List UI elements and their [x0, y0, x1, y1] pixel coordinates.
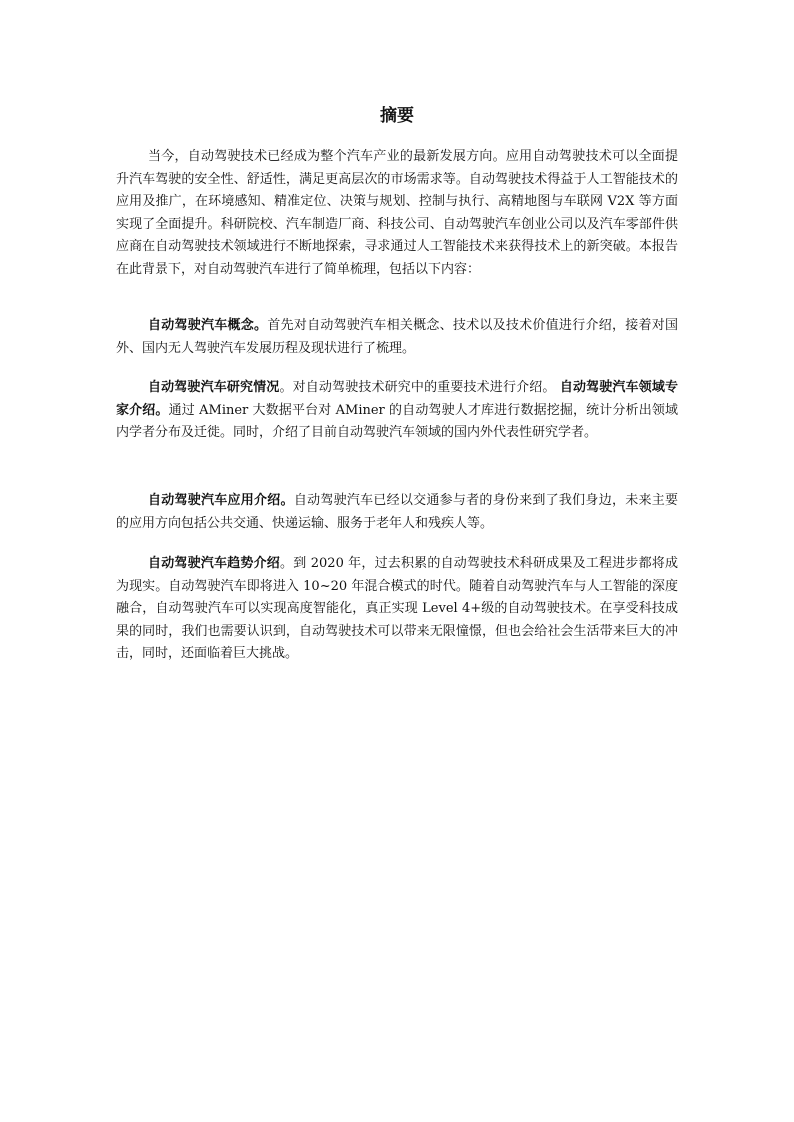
- intro-paragraph: 当今，自动驾驶技术已经成为整个汽车产业的最新发展方向。应用自动驾驶技术可以全面提升汽车驾驶的安全性、舒适性，满足更高层次的市场需求等。自动驾驶技术得益于人工智能技术的应用及推广，在环境感知、精准定位、决策与规划、控制与执行、高精地图与车联网 V2X 等方面实现了全面提升。科研院校、汽车制造厂商、科技公司、自动驾驶汽车创业公司以及汽车零部件供应商在自动驾驶技术领域进行不断地探索，寻求通过人工智能技术来获得技术上的新突破。本报告在此背景下，对自动驾驶汽车进行了简单梳理，包括以下内容：: [116, 149, 678, 277]
- section-heading: 自动驾驶汽车趋势介绍: [148, 556, 281, 571]
- page-title: 摘要: [380, 106, 414, 126]
- section-heading: 自动驾驶汽车应用介绍。: [148, 493, 294, 508]
- section-trend: [116, 553, 678, 666]
- section-application: [116, 490, 678, 535]
- section-research: [116, 377, 678, 445]
- section-text: 。到 2020 年，过去积累的自动驾驶技术科研成果及工程进步都将成为现实。自动驾驶汽车即将进入 10~20 年混合模式的时代。随着自动驾驶汽车与人工智能的深度融合，自动驾驶汽车可以实现高度智能化，真正实现 Level 4+级的自动驾驶技术。在享受科技成果的同时，我们也需要认识到，自动驾驶技术可以带来无限憧憬，但也会给社会生活带来巨大的冲击，同时，还面临着巨大挑战。: [116, 556, 678, 662]
- section-heading: 自动驾驶汽车领域专家介绍。: [116, 380, 678, 418]
- section-heading: 自动驾驶汽车概念。: [148, 318, 268, 333]
- section-text: 自动驾驶汽车已经以交通参与者的身份来到了我们身边，未来主要的应用方向包括公共交通、快递运输、服务于老年人和残疾人等。: [116, 493, 678, 531]
- section-text: 。对自动驾驶技术研究中的重要技术进行介绍。: [279, 380, 556, 395]
- section-heading: 自动驾驶汽车研究情况: [148, 380, 280, 395]
- section-text: 通过 AMiner 大数据平台对 AMiner 的自动驾驶人才库进行数据挖掘，统计分析出领域内学者分布及迁徙。同时，介绍了目前自动驾驶汽车领域的国内外代表性研究学者。: [116, 402, 678, 441]
- section-text: 首先对自动驾驶汽车相关概念、技术以及技术价值进行介绍，接着对国外、国内无人驾驶汽车发展历程及现状进行了梳理。: [116, 318, 678, 356]
- section-concept: [116, 315, 678, 360]
